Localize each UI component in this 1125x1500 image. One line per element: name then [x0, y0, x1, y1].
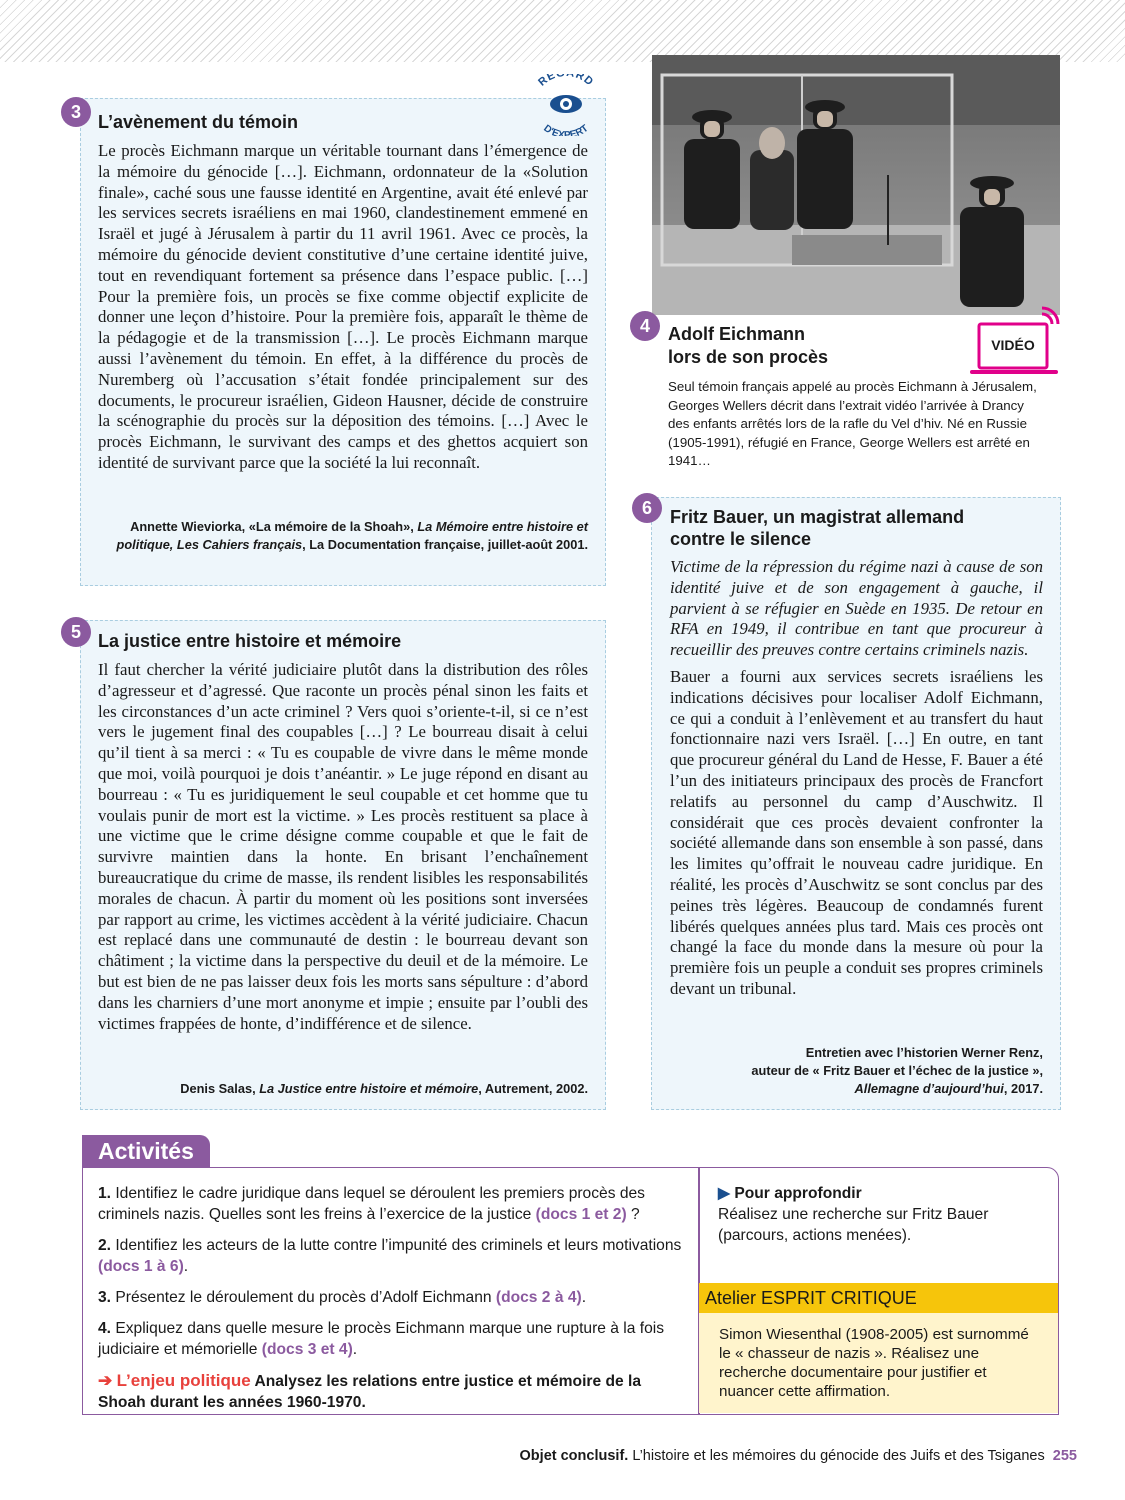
- arrow-right-icon: ➔: [98, 1371, 113, 1390]
- doc3-title: L’avènement du témoin: [98, 112, 299, 132]
- doc6-number: 6: [632, 493, 662, 523]
- atelier-title: Atelier ESPRIT CRITIQUE: [699, 1283, 1058, 1313]
- doc3-source-title: La Mémoire entre histoire et politique, Les Cahiers français: [116, 519, 588, 552]
- doc5-body: Il faut chercher la vérité judiciaire plutôt dans la distribution des rôles d’agresseur et d’agressé. Que raconte un procès pénal sinon les faits et les circonstances d’un acte criminel ? Vers quoi s’oriente-t-il, si ce n’est vers le jugement final des coupables […] ? Le bourreau disait à celui qu’il tient à sa merci : « Tu es coupable de vivre dans le même monde que moi, voilà pourquoi je dois t’anéantir. » Le juge répond en disant au bourreau : « Tu es juridiquement le seul coupable et cet homme que tu voulais punir de mort est la victime. » Les procès restituent sa place à une victime que le crime désigne comme coupable et que le fait de survivre maintien dans la honte. En brisant l’enchaînement bureaucratique du crime de masse, ils rendent lisibles les responsabilités morales de chacun. À partir du moment où les positions sont inversées par rapport au crime, les victimes accèdent à la vérité judiciaire. Chacun est replacé dans une communauté de destin : le bourreau devant son châtiment ; la victime dans la perspective du deuil et de la mémoire. Le but est bien de ne pas laisser deux fois les morts sans sépulture : d’abord dans les charniers d’une mort anonyme et impie ; ensuite par l’oubli des victimes frappées de honte, d’indifférence et de silence.: [98, 660, 588, 1033]
- question-1: 1. Identifiez le cadre juridique dans lequel se déroulent les premiers procès des criminels nazis. Quelles sont les freins à l’exercice de la justice (docs 1 et 2) ?: [98, 1185, 645, 1223]
- question-3: 3. Présentez le déroulement du procès d’Adolf Eichmann (docs 2 à 4).: [98, 1289, 587, 1306]
- doc3-source: [98, 518, 588, 554]
- doc6-source-line1: Entretien avec l’historien Werner Renz,: [805, 1045, 1043, 1060]
- play-triangle-icon: ▶: [718, 1185, 730, 1202]
- atelier-text: Simon Wiesenthal (1908-2005) est surnommé le « chasseur de nazis ». Réalisez une recherche documentaire pour justifier et nuancer cette affirmation.: [699, 1313, 1058, 1413]
- badge-line2: D'EXPERT: [541, 122, 591, 136]
- badge-line1: RE RD: [536, 74, 596, 89]
- eichmann-trial-photo: [652, 55, 1060, 315]
- approfondir-section: [718, 1183, 1043, 1246]
- doc6-title-line2: contre le silence: [670, 529, 812, 549]
- doc6-source-line2: auteur de « Fritz Bauer et l’échec de la justice »,: [751, 1063, 1043, 1078]
- doc4-caption: Seul témoin français appelé au procès Eichmann à Jérusalem, Georges Wellers décrit dans l’extrait vidéo l’arrivée à Drancy des enfants arrêtés lors de la rafle du Vel d’hiv. Né en Russie (1905-1991), réfugié en France, George Wellers est arrêté en 1941…: [668, 379, 1037, 468]
- doc6-source-title: Allemagne d’aujourd’hui: [854, 1081, 1004, 1096]
- doc5-source-author: Denis Salas,: [180, 1081, 260, 1096]
- doc5-source-title: La Justice entre histoire et mémoire: [259, 1081, 479, 1096]
- question-4: 4. Expliquez dans quelle mesure le procès Eichmann marque une rupture à la fois judiciaire et mémorielle (docs 3 et 4).: [98, 1320, 665, 1358]
- enjeu-label: L’enjeu politique: [116, 1371, 251, 1390]
- doc6-intro: Victime de la répression du régime nazi à cause de son identité juive et de son engagement à gauche, il parvient à se réfugier en Suède en 1935. De retour en RFA en 1949, il contribue en tant que procureur à recueillir des preuves contre certains criminels nazis.: [670, 557, 1043, 660]
- doc5-title: La justice entre histoire et mémoire: [98, 631, 402, 651]
- doc6-source-rest: , 2017.: [1003, 1081, 1043, 1096]
- footer-text: L’histoire et les mémoires du génocide des Juifs et des Tsiganes: [628, 1448, 1045, 1464]
- enjeu-politique: ➔ L’enjeu politique Analysez les relations entre justice et mémoire de la Shoah durant les années 1960-1970.: [98, 1371, 642, 1411]
- approfondir-text: Réalisez une recherche sur Fritz Bauer (parcours, actions menées).: [718, 1206, 989, 1244]
- doc4-title-line1: Adolf Eichmann: [668, 324, 806, 344]
- page-number: 255: [1052, 1448, 1077, 1464]
- doc4-number: 4: [630, 311, 660, 341]
- doc5-source-rest: , Autrement, 2002.: [478, 1081, 588, 1096]
- activities-tab: Activités: [82, 1135, 210, 1168]
- footer-bold: Objet conclusif.: [519, 1448, 629, 1464]
- doc3-number: 3: [61, 97, 91, 127]
- question-2: 2. Identifiez les acteurs de la lutte contre l’impunité des criminels et leurs motivations (docs 1 à 6).: [98, 1237, 682, 1275]
- doc6-source: [670, 1044, 1043, 1098]
- svg-text:REGARD: [536, 74, 596, 89]
- video-button[interactable]: [970, 306, 1062, 378]
- approfondir-title: Pour approfondir: [734, 1185, 862, 1202]
- video-label: VIDÉO: [991, 337, 1035, 353]
- page-footer: [0, 1448, 1077, 1464]
- doc3-source-author: Annette Wieviorka, «La mémoire de la Shoah»,: [130, 519, 418, 534]
- doc3-body: Le procès Eichmann marque un véritable tournant dans l’émergence de la mémoire du génocide […]. Eichmann, ordonnateur de la «Solution finale», caché sous une fausse identité en Argentine, avait été enlevé par les services secrets israéliens en mai 1960, clandestinement emmené en Israël et jugé à Jérusalem à partir du 11 avril 1961. Avec ce procès, la mémoire du génocide devient constitutive d’une certaine identité juive, tout en revendiquant fortement sa présence dans l’espace public. […] Pour la première fois, un procès se fixe comme objectif explicite de donner une leçon d’histoire. Pour la première fois, apparaît le thème de la pédagogie et de la transmission […]. Le procès Eichmann marque aussi l’avènement du témoin. En effet, à la différence du procès de Nuremberg où l’accusation s’était fondée principalement sur des documents, le procureur israélien, Gideon Hausner, décide de construire la scénographie du procès sur la déposition des témoins. […] Avec le procès Eichmann, le survivant des camps et des ghettos acquiert son identité de survivant parce que la société la lui reconnaît.: [98, 141, 588, 472]
- doc5-source: [98, 1080, 588, 1098]
- activities-questions: [98, 1183, 683, 1423]
- top-hatch-band: [0, 0, 1125, 62]
- doc4-title-line2: lors de son procès: [668, 347, 829, 367]
- svg-text:D'EXPERT: [541, 123, 590, 136]
- regard-expert-badge: [520, 74, 612, 136]
- doc6-body: Bauer a fourni aux services secrets israéliens les indications décisives pour localiser Adolf Eichmann, ce qui a conduit à l’enlèvement et au transfert du haut fonctionnaire nazi vers Israël. […] En outre, en tant que procureur général du Land de Hesse, F. Bauer a été l’un des initiateurs principaux des procès de Francfort relatifs au personnel du camp d’Auschwitz. Il considérait que ces procès devaient confronter la société allemande dans son ensemble à son passé, dans les limites qu’offrait le nouveau cadre juridique. En réalité, les procès d’Auschwitz se sont conclus par des peines très légères. Beaucoup de condamnés furent libérés quelques années plus tard. Mais ces procès ont changé la face du monde dans la mesure où pour la première fois un peuple a conduit ses propres criminels devant un tribunal.: [670, 667, 1043, 998]
- doc5-number: 5: [61, 617, 91, 647]
- doc3-source-rest: , La Documentation française, juillet-août 2001.: [302, 537, 588, 552]
- doc6-title-line1: Fritz Bauer, un magistrat allemand: [670, 507, 965, 527]
